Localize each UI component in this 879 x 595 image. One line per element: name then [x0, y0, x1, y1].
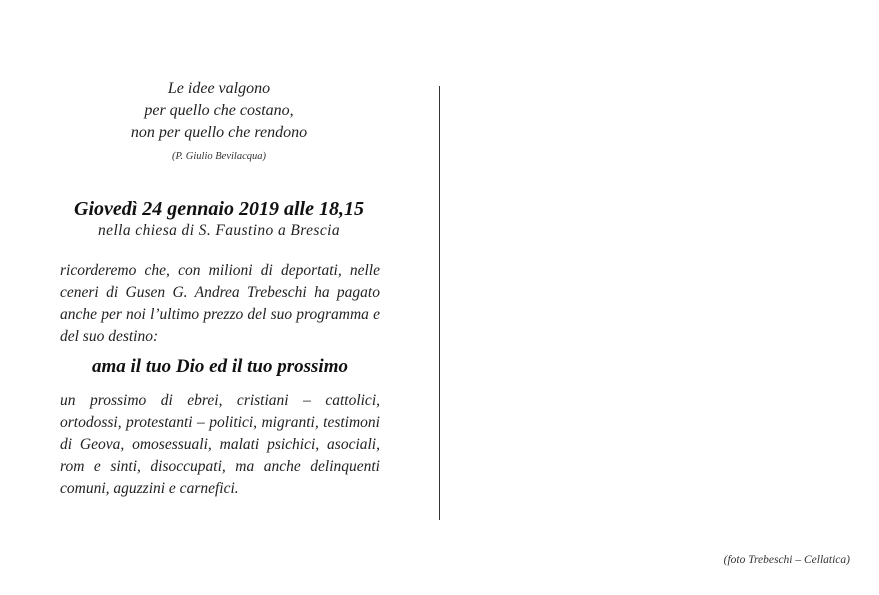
- motto: ama il tuo Dio ed il tuo prossimo: [91, 356, 348, 377]
- quote-author: (P. Giulio Bevilacqua): [172, 151, 266, 162]
- quote-line-2: per quello che costano,: [144, 102, 294, 119]
- vertical-divider: [439, 86, 440, 520]
- photo-credit: (foto Trebeschi – Cellatica): [723, 554, 850, 566]
- body-paragraph-2: un prossimo di ebrei, cristiani – cattolici, ortodossi, protestanti – politici, migranti, testimoni di Geova, omosessuali, malati psichici, asociali, rom e sinti, disoccupati, ma anche delinquenti comuni, aguzzini e carnefici.: [60, 392, 380, 497]
- event-place: nella chiesa di S. Faustino a Brescia: [98, 222, 340, 239]
- quote-line-1: Le idee valgono: [167, 80, 271, 97]
- quote-line-3: non per quello che rendono: [130, 124, 308, 141]
- body-paragraph-1: ricorderemo che, con milioni di deportati, nelle ceneri di Gusen G. Andrea Trebeschi ha pagato anche per noi l’ultimo prezzo del suo programma e del suo destino:: [60, 262, 380, 345]
- epigraph-quote: [60, 78, 378, 164]
- event-info: [60, 197, 378, 241]
- event-date: Giovedì 24 gennaio 2019 alle 18,15: [74, 198, 364, 220]
